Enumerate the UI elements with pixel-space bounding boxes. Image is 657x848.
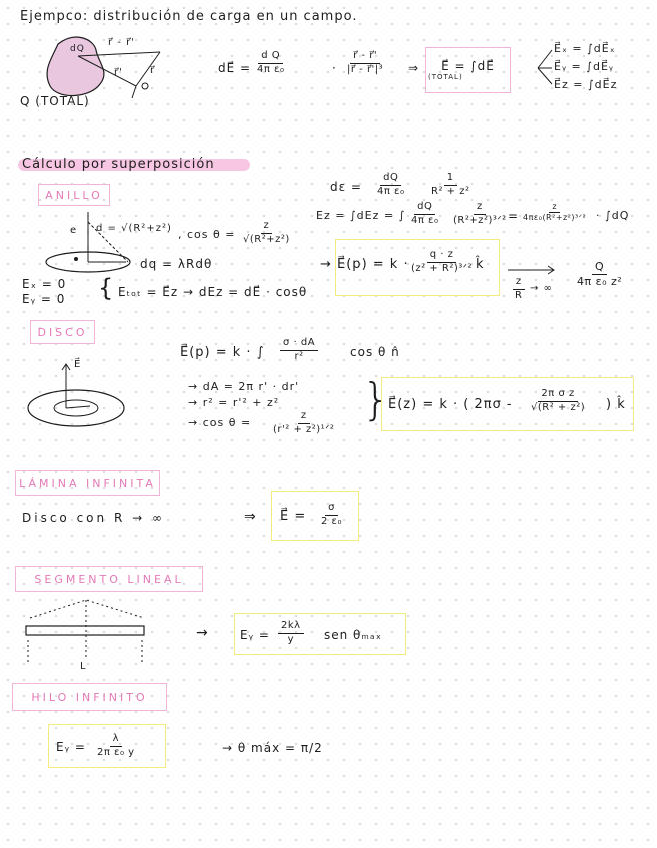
ring-ez-num1: dQ <box>414 201 435 215</box>
dq-label: dQ <box>70 44 85 54</box>
disk-r2: → r² = r'² + z² <box>188 396 280 409</box>
ring-limit-arrow-text: → ∞ <box>530 283 553 294</box>
ring-de-num1: dQ <box>380 172 401 186</box>
disk-result-num: 2π σ z <box>538 388 577 402</box>
ring-ex-zero: Eₓ = 0 <box>22 277 67 291</box>
ring-ez-den2: (R²+z²)³ᐟ² <box>453 214 507 226</box>
de-numerator: d Q <box>258 50 283 64</box>
sheet-num: σ <box>325 502 338 516</box>
ring-etot: Eₜₒₜ = E⃗z → dEz = dE⃗ · cosθ <box>118 285 308 299</box>
disk-cos-lhs: → cos θ = <box>188 416 252 429</box>
total-charge-label: Q (TOTAL) <box>20 94 90 108</box>
segment-length-label: L <box>80 661 87 672</box>
wire-ey-lhs: Eᵧ = <box>56 740 86 754</box>
disk-e-label: E⃗ <box>74 359 82 370</box>
ring-ep-unit: k̂ <box>476 257 485 272</box>
component-x: E⃗ₓ = ∫dE⃗ₓ <box>554 42 616 55</box>
segment-ey-tail: sen θₘₐₓ <box>324 628 382 642</box>
ring-ey-zero: Eᵧ = 0 <box>22 292 66 306</box>
wire-note: → θ máx = π/2 <box>222 741 323 755</box>
vector-denominator: |r⃗ - r⃗'|³ <box>347 63 384 75</box>
ring-ep-den: (z² + R²)³ᐟ² <box>411 262 473 274</box>
ring-ep-lhs: → E⃗(p) = k · <box>320 257 409 272</box>
ring-title: ANILLO <box>38 184 110 206</box>
ring-de-num2: 1 <box>444 172 457 186</box>
segment-arrow: → <box>196 625 209 641</box>
ring-ez-den1: 4π ε₀ <box>411 214 439 226</box>
disk-cos-den: (r'² + z²)¹ᐟ² <box>273 423 335 435</box>
disk-cos-num: z <box>298 410 310 424</box>
total-label: (TOTAL) <box>428 73 463 81</box>
vector-difference-label: r⃗ - r⃗' <box>108 37 135 48</box>
superposition-title: Cálculo por superposición <box>22 157 215 172</box>
ring-limit-den: R <box>515 289 523 301</box>
ring-ez-lhs: Ez = ∫dEz = ∫ <box>316 209 406 222</box>
component-y: E⃗ᵧ = ∫dE⃗ᵧ <box>554 60 615 73</box>
page-title: Ejempco: distribución de carga en un campo. <box>20 9 358 24</box>
disk-result-den: √(R² + z²) <box>531 401 586 413</box>
total-field-formula: E⃗ = ∫dE⃗ <box>441 59 495 73</box>
sheet-e-lhs: E⃗ = <box>280 509 307 524</box>
sheet-arrow: ⇒ <box>244 509 257 525</box>
disk-ep-lhs: E⃗(p) = k · ∫ <box>180 345 265 360</box>
vector-r-prime-label: r⃗' <box>114 67 123 78</box>
segment-den: y <box>287 633 294 645</box>
ring-de-den2: R² + z² <box>431 185 470 197</box>
sheet-den: 2 ε₀ <box>321 515 342 527</box>
disk-result-tail: ) k̂ <box>606 397 626 412</box>
de-lhs: dE⃗ = <box>218 61 252 75</box>
ring-cos-lhs: , cos θ = <box>178 228 236 241</box>
disk-brace: } <box>362 374 391 425</box>
ring-e-label: e <box>70 225 78 236</box>
ring-dq: dq = λRdθ <box>140 257 213 271</box>
disk-ep-tail: cos θ n̂ <box>350 345 400 359</box>
ring-de-lhs: dε = <box>330 180 362 194</box>
ring-cos-num: z <box>261 220 273 234</box>
ring-ez-num3: z <box>549 202 560 213</box>
ring-ez-tail: · ∫dQ <box>596 209 630 222</box>
sheet-title: LÁMINA INFINITA <box>15 470 160 496</box>
disk-ep-num: σ · dA <box>280 337 318 351</box>
segment-num: 2kλ <box>278 620 304 634</box>
ring-limit-num: z <box>513 276 525 290</box>
ring-de-den1: 4π ε₀ <box>377 185 405 197</box>
wire-den: 2π ε₀ y <box>97 746 135 758</box>
ring-limit-result-den: 4π ε₀ z² <box>577 274 623 288</box>
ring-ep-num: q · z <box>427 249 457 263</box>
de-denominator: 4π ε₀ <box>257 63 285 75</box>
ring-ez-num2: z <box>474 201 486 215</box>
disk-ep-den: r² <box>294 350 304 362</box>
sheet-text: Disco con R → ∞ <box>22 511 165 525</box>
wire-fraction <box>94 733 138 759</box>
disk-result-lhs: E⃗(z) = k · ( 2πσ - <box>388 397 513 412</box>
segment-title: SEGMENTO LINEAL <box>15 566 203 592</box>
ring-cos-den: √(R²+z²) <box>243 233 290 245</box>
ring-ez-den3: 4πε₀(R²+z²)³ᐟ² <box>523 213 587 222</box>
implies-arrow: ⇒ <box>408 61 420 75</box>
ring-limit-result-num: Q <box>592 260 607 275</box>
wire-title: HILO INFINITO <box>12 683 167 711</box>
wire-num: λ <box>110 733 122 747</box>
ring-brace: { <box>98 274 115 302</box>
segment-ey-lhs: Eᵧ = <box>240 628 270 642</box>
ring-distance: d = √(R²+z²) <box>96 223 172 234</box>
vector-numerator: r⃗ - r⃗' <box>350 50 380 64</box>
segment-fraction <box>278 620 304 646</box>
component-z: E⃗z = ∫dE⃗z <box>554 78 618 91</box>
disk-da: → dA = 2π r' · dr' <box>188 380 300 393</box>
disk-title: DISCO <box>30 320 95 344</box>
ring-ez-equals: = <box>508 209 520 223</box>
vector-r-label: r⃗ <box>150 65 156 76</box>
dot-operator: · <box>332 61 337 75</box>
